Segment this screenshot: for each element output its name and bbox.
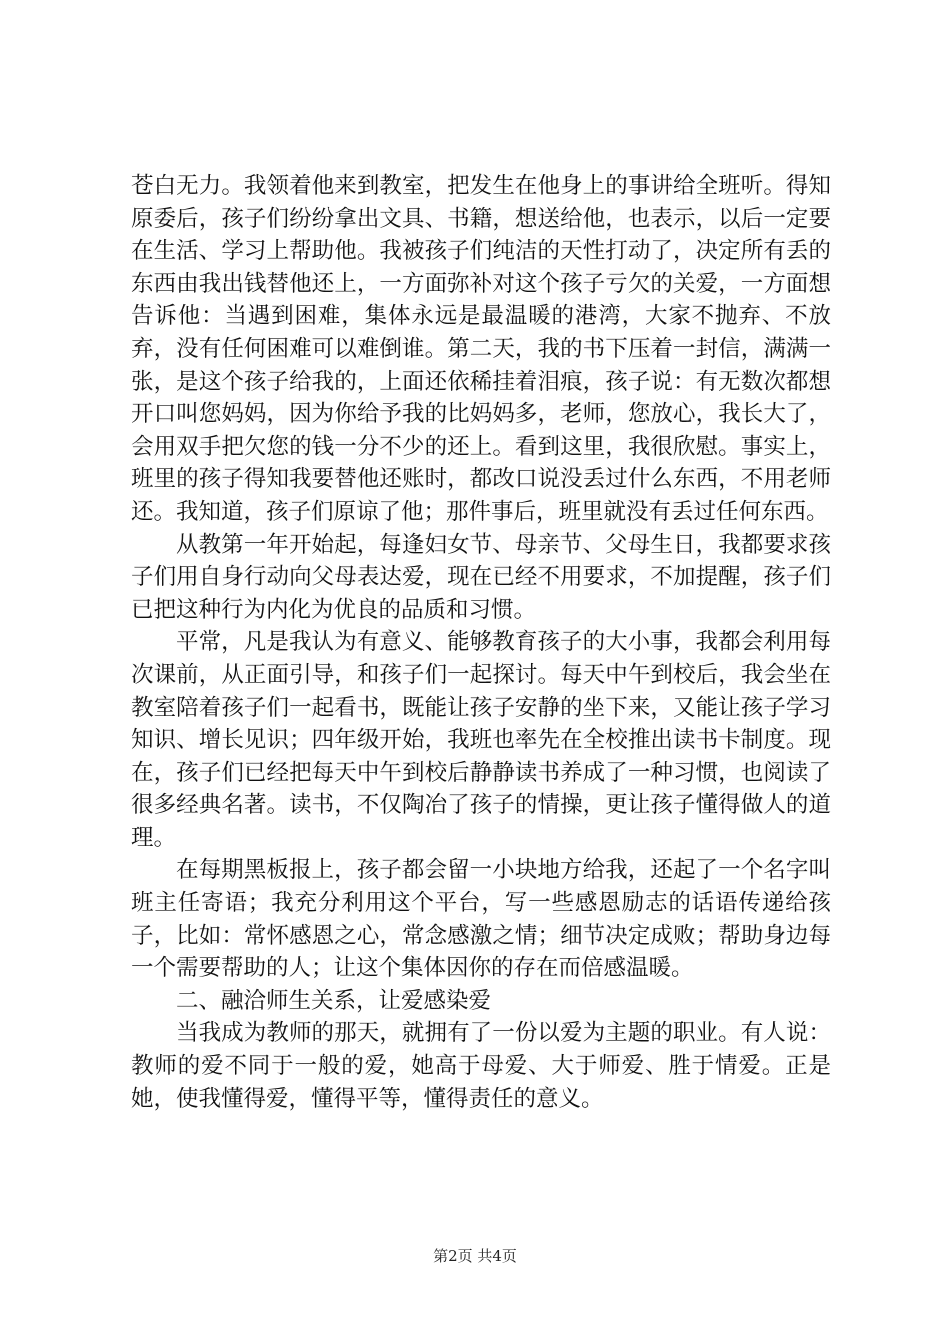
page-footer: 第2页 共4页 [433, 1247, 517, 1265]
section-heading: 二、融洽师生关系，让爱感染爱 [176, 987, 492, 1014]
paragraph-4: 在每期黑板报上，孩子都会留一小块地方给我，还起了一个名字叫班主任寄语；我充分利用这个平台，写一些感恩励志的话语传递给孩子，比如：常怀感恩之心，常念感激之情；细节决定成败；帮助身边每一个需要帮助的人；让这个集体因你的存在而倍感温暖。 [131, 857, 831, 982]
paragraph-1: 苍白无力。我领着他来到教室，把发生在他身上的事讲给全班听。得知原委后，孩子们纷纷拿出文具、书籍，想送给他，也表示，以后一定要在生活、学习上帮助他。我被孩子们纯洁的天性打动了，决定所有丢的东西由我出钱替他还上，一方面弥补对这个孩子亏欠的关爱，一方面想告诉他：当遇到困难，集体永远是最温暖的港湾，大家不抛弃、不放弃，没有任何困难可以难倒谁。第二天，我的书下压着一封信，满满一张，是这个孩子给我的，上面还依稀挂着泪痕，孩子说：有无数次都想开口叫您妈妈，因为你给予我的比妈妈多，老师，您放心，我长大了，会用双手把欠您的钱一分不少的还上。看到这里，我很欣慰。事实上，班里的孩子得知我要替他还账时，都改口说没丢过什么东西，不用老师还。我知道，孩子们原谅了他；那件事后，班里就没有丢过任何东西。 [131, 173, 831, 525]
paragraph-3: 平常，凡是我认为有意义、能够教育孩子的大小事，我都会利用每次课前，从正面引导，和孩子们一起探讨。每天中午到校后，我会坐在教室陪着孩子们一起看书，既能让孩子安静的坐下来，又能让孩子学习知识、增长见识；四年级开始，我班也率先在全校推出读书卡制度。现在，孩子们已经把每天中午到校后静静读书养成了一种习惯，也阅读了很多经典名著。读书，不仅陶冶了孩子的情操，更让孩子懂得做人的道理。 [131, 629, 831, 851]
paragraph-2: 从教第一年开始起，每逢妇女节、母亲节、父母生日，我都要求孩子们用自身行动向父母表达爱，现在已经不用要求，不加提醒，孩子们已把这种行为内化为优良的品质和习惯。 [131, 531, 831, 623]
body-text [131, 170, 831, 1115]
paragraph-5: 当我成为教师的那天，就拥有了一份以爱为主题的职业。有人说：教师的爱不同于一般的爱，她高于母爱、大于师爱、胜于情爱。正是她，使我懂得爱，懂得平等，懂得责任的意义。 [131, 1020, 831, 1112]
